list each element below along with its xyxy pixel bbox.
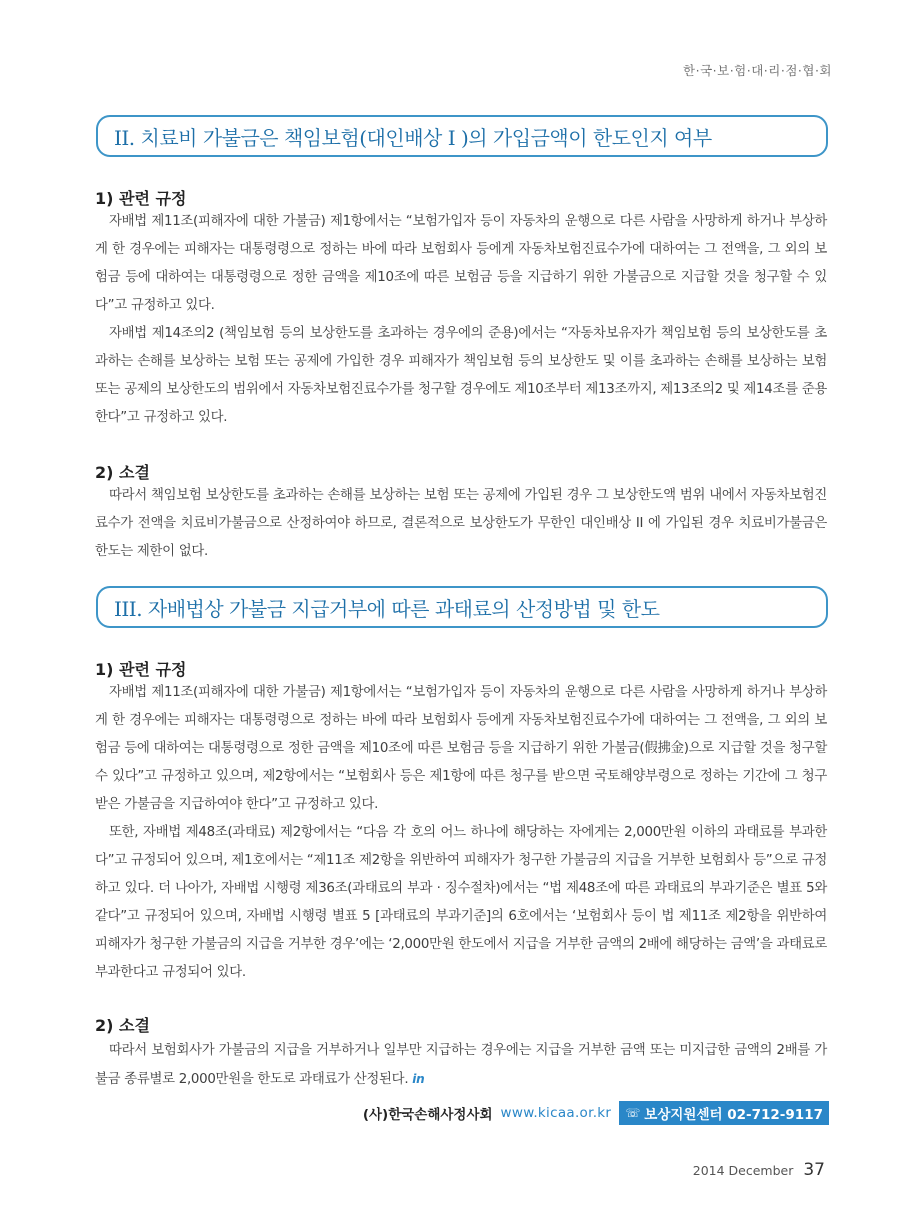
paragraph: 자배법 제11조(피해자에 대한 가불금) 제1항에서는 “보험가입자 등이 자동차의 운행으로 다른 사람을 사망하게 하거나 부상하게 한 경우에는 피해자는 대통령령으로 정하는 바에 따라 보험회사 등에게 자동차보험진료수가에 대하여는 그 전액을, 그 외의 보험금 등에 대하여는 대통령령으로 정한 금액을 제10조에 따른 보험금 등을 지급하기 위한 가불금(假拂金)으로 지급할 것을 청구할 수 있다”고 규정하고 있으며, 제2항에서는 “보험회사 등은 제1항에 따른 청구를 받으면 국토해양부령으로 정하는 기간에 그 청구 받은 가불금을 지급하여야 한다”고 규정하고 있다. — [95, 685, 827, 812]
subsection-heading: 2) 소결 — [95, 463, 150, 482]
section-title-2: II. 치료비 가불금은 책임보험(대인배상 I )의 가입금액이 한도인지 여부 — [96, 115, 828, 157]
end-mark-icon: in — [412, 1072, 425, 1086]
center-badge — [619, 1101, 829, 1125]
footer-website-link[interactable]: www.kicaa.or.kr — [500, 1105, 612, 1121]
issue-label: 2014 December — [692, 1163, 794, 1178]
paragraph-block — [95, 679, 827, 987]
subsection-heading: 1) 관련 규정 — [95, 189, 187, 208]
paragraph: 자배법 제11조(피해자에 대한 가불금) 제1항에서는 “보험가입자 등이 자동차의 운행으로 다른 사람을 사망하게 하거나 부상하게 한 경우에는 피해자는 대통령령으로 정하는 바에 따라 보험회사 등에게 자동차보험진료수가에 대하여는 그 전액을, 그 외의 보험금 등에 대하여는 대통령령으로 정한 금액을 제10조에 따른 보험금 등을 지급하기 위한 가불금으로 지급할 것을 청구할 수 있다”고 규정하고 있다. — [95, 214, 827, 313]
header-org: 한·국·보·험·대·리·점·협·회 — [683, 63, 832, 78]
center-label: 보상지원센터 02-712-9117 — [644, 1107, 823, 1123]
phone-icon: ☏ — [625, 1106, 641, 1120]
subsection-heading: 1) 관련 규정 — [95, 660, 187, 679]
paragraph: 자배법 제14조의2 (책임보험 등의 보상한도를 초과하는 경우에의 준용)에서는 “자동차보유자가 책임보험 등의 보상한도를 초과하는 손해를 보상하는 보험 또는 공제에 가입한 경우 피해자가 책임보험 등의 보상한도 및 이를 초과하는 손해를 보상하는 보험 또는 공제의 보상한도의 범위에서 자동차보험진료수가를 청구할 경우에도 제10조부터 제13조까지, 제13조의2 및 제14조를 준용한다”고 규정하고 있다. — [95, 326, 827, 425]
paragraph-block — [95, 482, 827, 566]
page-number: 37 — [803, 1160, 825, 1180]
page-footer — [693, 1160, 825, 1180]
paragraph: 또한, 자배법 제48조(과태료) 제2항에서는 “다음 각 호의 어느 하나에 해당하는 자에게는 2,000만원 이하의 과태료를 부과한다”고 규정되어 있으며, 제1호에서는 “제11조 제2항을 위반하여 피해자가 청구한 가불금의 지급을 거부한 보험회사 등”으로 규정하고 있다. 더 나아가, 자배법 시행령 제36조(과태료의 부과 · 징수절차)에서는 “법 제48조에 따른 과태료의 부과기준은 별표 5와 같다”고 규정되어 있으며, 자배법 시행령 별표 5 [과태료의 부과기준]의 6호에서는 ‘보험회사 등이 법 제11조 제2항을 위반하여 피해자가 청구한 가불금의 지급을 거부한 경우’에는 ‘2,000만원 한도에서 지급을 거부한 금액의 2배에 해당하는 금액’을 과태료로 부과한다고 규정되어 있다. — [95, 825, 827, 980]
paragraph — [95, 1037, 827, 1094]
paragraph-text: 따라서 보험회사가 가불금의 지급을 거부하거나 일부만 지급하는 경우에는 지급을 거부한 금액 또는 미지급한 금액의 2배를 가불금 종류별로 2,000만원을 한도로 과태료가 산정된다. — [95, 1043, 827, 1087]
footer-org: (사)한국손해사정사회 — [362, 1107, 493, 1123]
paragraph-block — [95, 208, 827, 432]
footer-info — [363, 1103, 829, 1123]
section-title-3: III. 자배법상 가불금 지급거부에 따른 과태료의 산정방법 및 한도 — [96, 586, 828, 628]
paragraph: 따라서 책임보험 보상한도를 초과하는 손해를 보상하는 보험 또는 공제에 가입된 경우 그 보상한도액 범위 내에서 자동차보험진료수가 전액을 치료비가불금으로 산정하여야 하므로, 결론적으로 보상한도가 무한인 대인배상 II 에 가입된 경우 치료비가불금은 한도는 제한이 없다. — [95, 488, 827, 559]
subsection-heading: 2) 소결 — [95, 1016, 150, 1035]
paragraph-block — [95, 1037, 827, 1094]
